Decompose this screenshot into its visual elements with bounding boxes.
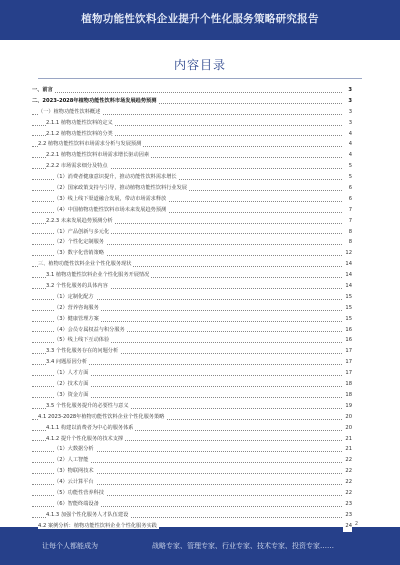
- toc-entry-text: （4）会员专属权益与积分服务: [54, 326, 125, 333]
- toc-entry-text: 一、前言: [32, 87, 53, 93]
- toc-entry-text: （1）大数据分析: [54, 446, 94, 453]
- toc-entry[interactable]: [32, 118, 352, 129]
- toc-entry-page: 18: [343, 379, 352, 390]
- toc-entry-text: 3.5 个性化服务提升的必要性与意义: [46, 402, 129, 409]
- toc-entry-page: 4: [347, 129, 352, 140]
- toc-entry-page: 5: [347, 172, 352, 183]
- toc-entry[interactable]: [32, 129, 352, 140]
- toc-entry-text: 3.4 问题原因分析: [46, 359, 88, 366]
- toc-entry[interactable]: [32, 248, 352, 259]
- toc-entry[interactable]: [32, 444, 352, 455]
- toc-entry[interactable]: [32, 335, 352, 346]
- toc-entry-page: 12: [343, 248, 352, 259]
- toc-entry-text: 4.1 2023-2028年植物功能性饮料企业个性化服务策略: [38, 413, 165, 420]
- toc-entry-text: （1）消费者健康意识提升，推动功能性饮料需求增长: [54, 174, 177, 181]
- toc-entry-text: （1）产品创新与多元化: [54, 228, 110, 235]
- toc-entry[interactable]: [32, 139, 352, 150]
- toc-entry-text: 4.1.1 构建以消费者为中心的服务体系: [46, 424, 134, 431]
- report-footer-bar: [0, 527, 400, 565]
- toc-entry[interactable]: [32, 401, 352, 412]
- toc-entry-page: 18: [343, 390, 352, 401]
- toc-entry[interactable]: [32, 227, 352, 238]
- toc-heading: 内容目录: [173, 58, 226, 72]
- toc-entry[interactable]: [32, 270, 352, 281]
- toc-entry-text: 3.3 个性化服务存在的问题分析: [46, 348, 119, 355]
- toc-entry-text: （5）功能性营养科技: [54, 489, 104, 496]
- toc-entry-text: （3）健康管理方案: [54, 315, 99, 322]
- footer-slogan: 让每个人都能成为: [42, 542, 98, 550]
- toc-entry[interactable]: [32, 303, 352, 314]
- toc-entry[interactable]: [32, 455, 352, 466]
- toc-entry-page: 8: [347, 227, 352, 238]
- toc-entry[interactable]: [32, 390, 352, 401]
- toc-entry[interactable]: [32, 412, 352, 423]
- toc-entry-page: 3: [346, 85, 352, 96]
- toc-entry-text: 2.2.2 市场需求细分及特点: [46, 163, 108, 170]
- toc-entry-page: 20: [343, 412, 352, 423]
- toc-entry-text: （2）营养咨询服务: [54, 304, 99, 311]
- toc-entry-text: （1）定制化配方: [54, 293, 94, 300]
- report-header-bar: [0, 0, 400, 40]
- toc-entry[interactable]: [32, 161, 352, 172]
- toc-entry[interactable]: [32, 292, 352, 303]
- toc-entry-page: 14: [343, 270, 352, 281]
- toc-entry-text: （3）物联网技术: [54, 468, 94, 475]
- toc-entry-text: （6）智能终端设备: [54, 500, 99, 507]
- toc-entry[interactable]: [32, 379, 352, 390]
- toc-entry[interactable]: [32, 172, 352, 183]
- toc-entry[interactable]: [32, 205, 352, 216]
- toc-entry-page: 4: [347, 150, 352, 161]
- toc-entry-page: 16: [343, 325, 352, 336]
- toc-entry[interactable]: [32, 368, 352, 379]
- toc-entry-page: 3: [346, 96, 352, 107]
- toc-entry[interactable]: [32, 488, 352, 499]
- toc-entry-page: 22: [343, 488, 352, 499]
- toc-entry[interactable]: [32, 107, 352, 118]
- toc-entry-text: 2.2 植物功能性饮料市场需求分析与发展预测: [38, 141, 142, 148]
- table-of-contents: [32, 85, 352, 532]
- toc-entry-text: 2.1.2 植物功能性饮料的分类: [46, 130, 113, 137]
- toc-entry-page: 24: [343, 521, 352, 532]
- toc-entry[interactable]: [32, 96, 352, 107]
- toc-entry-text: （5）线上线下互动体验: [54, 337, 110, 344]
- toc-entry[interactable]: [32, 314, 352, 325]
- toc-entry-page: 16: [343, 335, 352, 346]
- toc-entry-page: 14: [343, 281, 352, 292]
- toc-entry[interactable]: [32, 466, 352, 477]
- toc-dot-leader: [32, 92, 342, 93]
- toc-entry-page: 20: [343, 423, 352, 434]
- toc-entry-text: （3）线上线下渠道融合发展，带动市场需求释放: [54, 195, 167, 202]
- toc-entry-page: 22: [343, 477, 352, 488]
- toc-entry[interactable]: [32, 423, 352, 434]
- toc-entry-text: 3.2 个性化服务的具体内容: [46, 283, 108, 290]
- toc-entry-page: 7: [347, 205, 352, 216]
- toc-entry-page: 23: [343, 499, 352, 510]
- toc-entry[interactable]: [32, 281, 352, 292]
- toc-entry[interactable]: [32, 183, 352, 194]
- toc-entry-page: 6: [347, 194, 352, 205]
- toc-entry-page: 22: [343, 466, 352, 477]
- toc-entry-text: （4）云计算平台: [54, 479, 94, 486]
- toc-entry[interactable]: [32, 237, 352, 248]
- toc-entry[interactable]: [32, 346, 352, 357]
- toc-entry-text: 三、植物功能性饮料企业个性化服务现状: [38, 261, 132, 268]
- toc-entry-text: 4.1.2 提升个性化服务的技术支撑: [46, 435, 124, 442]
- toc-entry-text: （2）国家政策支持与引导，推动植物功能性饮料行业发展: [54, 185, 187, 192]
- toc-entry-text: 2.2.3 未来发展趋势预测分析: [46, 217, 113, 224]
- toc-entry-page: 17: [343, 357, 352, 368]
- toc-entry-page: 19: [343, 401, 352, 412]
- toc-entry-text: （3）数字化营销策略: [54, 250, 104, 257]
- toc-entry-page: 5: [347, 161, 352, 172]
- toc-heading-divider: [38, 78, 362, 79]
- toc-entry[interactable]: [32, 259, 352, 270]
- toc-entry-text: 2.2.1 植物功能性饮料市场需求增长驱动因素: [46, 152, 150, 159]
- report-title: 植物功能性饮料企业提升个性化服务策略研究报告: [81, 13, 319, 25]
- toc-entry[interactable]: [32, 499, 352, 510]
- toc-entry-page: 22: [343, 455, 352, 466]
- toc-entry-text: （2）个性化定制服务: [54, 239, 104, 246]
- toc-entry-page: 15: [343, 314, 352, 325]
- toc-entry-text: 二、2023-2028年植物功能性饮料市场发展趋势预测: [32, 97, 157, 104]
- toc-entry-text: （4）中国植物功能性饮料市场未来发展趋势预测: [54, 206, 167, 213]
- toc-entry-text: （1）人才方面: [54, 370, 89, 377]
- toc-entry-page: 23: [343, 510, 352, 521]
- footer-roles: 战略专家、管理专家、行业专家、技术专家、投资专家……: [152, 542, 334, 550]
- toc-entry[interactable]: [32, 194, 352, 205]
- toc-entry-page: 8: [347, 237, 352, 248]
- toc-entry-text: （3）资金方面: [54, 391, 89, 398]
- toc-entry-page: 21: [343, 444, 352, 455]
- toc-entry-page: 3: [347, 107, 352, 118]
- toc-entry-text: 2.1.1 植物功能性饮料的定义: [46, 119, 113, 126]
- toc-entry-page: 21: [343, 434, 352, 445]
- toc-entry[interactable]: [32, 85, 352, 96]
- toc-entry-text: （一）植物功能性饮料概述: [38, 108, 101, 115]
- toc-entry-text: 4.2 案例分析：植物功能性饮料企业个性化服务实践: [38, 522, 157, 529]
- toc-entry-text: （2）人工智能: [54, 457, 89, 464]
- toc-entry-page: 17: [343, 346, 352, 357]
- toc-entry-page: 4: [347, 139, 352, 150]
- toc-entry-page: 15: [343, 303, 352, 314]
- toc-entry-page: 14: [343, 259, 352, 270]
- toc-entry-page: 15: [343, 292, 352, 303]
- page-number: 2: [354, 521, 358, 527]
- toc-entry-page: 7: [347, 216, 352, 227]
- toc-entry[interactable]: [32, 477, 352, 488]
- toc-entry-page: 17: [343, 368, 352, 379]
- toc-entry[interactable]: [32, 357, 352, 368]
- toc-entry-text: 4.1.3 加强个性化服务人才队伍建设: [46, 511, 129, 518]
- toc-entry-text: （2）技术方面: [54, 381, 89, 388]
- toc-entry-page: 3: [347, 118, 352, 129]
- toc-entry-text: 3.1 植物功能性饮料企业个性化服务开展情况: [46, 272, 150, 279]
- toc-entry[interactable]: [32, 434, 352, 445]
- toc-entry-page: 6: [347, 183, 352, 194]
- toc-entry[interactable]: [32, 325, 352, 336]
- toc-entry[interactable]: [32, 216, 352, 227]
- toc-entry[interactable]: [32, 150, 352, 161]
